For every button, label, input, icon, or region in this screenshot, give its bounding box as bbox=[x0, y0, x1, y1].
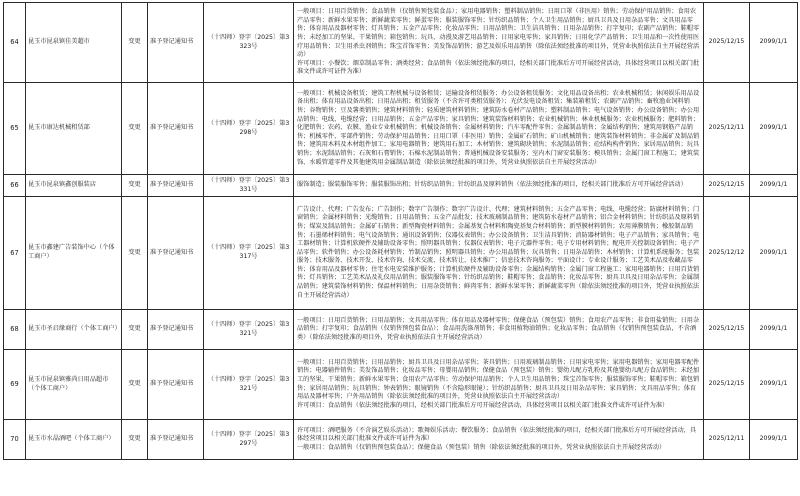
business-scope: 许可项目：酒吧服务（不含演艺娱乐活动）；歌舞娱乐活动；餐饮服务；食品销售（依法须经批准的项目，经相关部门批准后方可开展经营活动，具体经营项目以相关部门批准文件或许可证件为准） 一般项目：食品销售（仅销售预包装食品）；保健食品（预包装）销售（除依法须经批准的项目外，凭营业执照依法自主开展经营活动） bbox=[294, 420, 704, 460]
change-type: 变更 bbox=[122, 175, 148, 197]
row-number: 66 bbox=[4, 175, 26, 197]
change-type: 变更 bbox=[122, 197, 148, 310]
document-number: （十四师）登字〔2025〕第3297号 bbox=[204, 420, 294, 460]
row-number: 68 bbox=[4, 310, 26, 350]
business-scope: 一般项目：机械设备租赁；建筑工程机械与设备租赁；运输设备租赁服务；办公设备租赁服务；文化用品设备出租；农业机械租赁；休闲娱乐用品设备出租；体育用品设备出租；日用品出租；租赁服务（不含许可类租赁服务）；光伏发电设备租赁；集装箱租赁；农副产品销售；畜牧渔业饲料销售；谷物销售；豆及薯类销售；建筑材料销售；轻质建筑材料销售；建筑防水卷材产品销售；塑料制品销售；电气设备销售；办公设备销售；办公用品销售；电线、电缆经营；日用品销售；五金产品零售；家具销售；建筑装饰材料销售；农业机械销售；林业机械服务；农业机械服务；肥料销售；化肥销售；农药、农膜、渔业专业机械销售；机械设备销售；金属材料销售；汽车零配件零售；金属制品销售；金属结构销售；建筑用钢筋产品销售；机械零件、零部件销售；劳动保护用品销售；日用口罩（非医用）销售；金属矿石销售；矿山机械销售；建筑装饰材料销售；非金属矿及制品销售；建筑用木料及木材组件加工；家用电器销售；建筑用石加工；木材销售；建筑砌块销售；水泥制品销售；砼结构构件销售；家居用品销售；玩具销售；水泥制品销售；石灰和石膏销售；石棉水泥制品销售；普通机械设备安装服务；室内木门窗安装服务；模具销售；金属门窗工程施工；建筑装饰、水暖管道零件及其他建筑用金属制品制造（除依法须经批准的项目外，凭营业执照依法自主开展经营活动） bbox=[294, 83, 704, 175]
end-date: 2099/1/1 bbox=[750, 197, 798, 310]
document-number: （十四师）登字〔2025〕第3331号 bbox=[204, 175, 294, 197]
change-type: 变更 bbox=[122, 420, 148, 460]
row-number: 64 bbox=[4, 3, 26, 83]
row-number: 69 bbox=[4, 350, 26, 420]
decision-type: 准予登记通知书 bbox=[148, 83, 204, 175]
row-number: 67 bbox=[4, 197, 26, 310]
table-row bbox=[4, 197, 798, 310]
end-date: 2099/1/1 bbox=[750, 420, 798, 460]
decision-type: 准予登记通知书 bbox=[148, 175, 204, 197]
table-row bbox=[4, 3, 798, 83]
start-date: 2025/12/15 bbox=[704, 175, 750, 197]
end-date: 2099/1/1 bbox=[750, 3, 798, 83]
end-date: 2099/1/1 bbox=[750, 175, 798, 197]
table-row bbox=[4, 420, 798, 460]
decision-type: 准予登记通知书 bbox=[148, 197, 204, 310]
table-row bbox=[4, 175, 798, 197]
document-number: （十四师）登字〔2025〕第3298号 bbox=[204, 83, 294, 175]
row-number: 65 bbox=[4, 83, 26, 175]
decision-type: 准予登记通知书 bbox=[148, 310, 204, 350]
table-row bbox=[4, 83, 798, 175]
start-date: 2025/12/11 bbox=[704, 83, 750, 175]
entity-name: 昆玉市昆泉镇佳美超市 bbox=[26, 3, 122, 83]
entity-name: 昆玉市昆泉镇鑫创服装店 bbox=[26, 175, 122, 197]
entity-name: 昆玉市水晶酒吧（个体工商户） bbox=[26, 420, 122, 460]
start-date: 2025/12/15 bbox=[704, 350, 750, 420]
start-date: 2025/12/12 bbox=[704, 197, 750, 310]
start-date: 2025/12/15 bbox=[704, 310, 750, 350]
document-number: （十四师）登字〔2025〕第3317号 bbox=[204, 197, 294, 310]
business-scope: 一般项目：日用百货销售；日用品销售；文具用品零售；体育用品及器材零售；保健食品（预包装）销售；食用农产品零售；非食用盐销售；日用杂品销售；打字复印；食品销售（仅销售预包装食品）；食品用洗涤剂销售；非食用植物油销售；化妆品零售；食品销售（仅销售预包装食品，不含酒类）（除依法须经批准的项目外，凭营业执照依法自主开展经营活动） bbox=[294, 310, 704, 350]
business-scope: 广告设计、代理；广告发布；广告制作；数字广告制作；数字广告设计、代理；建筑材料销售；五金产品零售；电线、电缆经营；防腐材料销售；门窗销售；金属材料销售；光缆销售；日用品销售；五金产品批发；技术玻璃制品销售；建筑防水卷材产品销售；铝合金材料销售；针纺织品及原料销售；煤炭及制品销售；金属矿石销售；新型陶瓷材料销售；金属基复合材料和陶瓷基复合材料销售；新型膜材料销售；农用薄膜销售；橡胶制品销售；石墨烯材料销售；电气设备销售；通讯设备销售；仪器仪表销售；办公设备销售；卫生洁具销售；消防器材销售；电子产品销售；家具销售；电工器材销售；计算机软硬件及辅助设备零售；照明器具销售；仪器仪表销售；电子元器件零售；电子专用材料销售；配电开关控制设备销售；电子产品零售；软件销售；办公设备耗材销售；竹制品销售；照明器具销售；办公用品销售；玩具销售；日用杂品销售；木材销售；计算机系统服务；包装服务；技术服务、技术开发、技术咨询、技术交流、技术转让、技术推广；信息技术咨询服务；平面设计；专业设计服务；工艺美术品及收藏品零售；体育用品及器材零售；住宅水电安装维护服务；计算机软硬件及辅助设备零售；金属结构销售；金属门窗工程施工；家用电器销售；日用百货销售；灯具销售；工艺美术品及礼仪用品销售；服装服饰零售；针纺织品销售；鞋帽零售；食品销售；化妆品零售；厨具卫具及日用杂品零售；金属制品销售；建筑装饰材料销售；保温材料销售；日用杂货销售；鲜肉零售；新鲜水果零售；新鲜蔬菜零售（除依法须经批准的项目外，凭营业执照依法自主开展经营活动） bbox=[294, 197, 704, 310]
change-type: 变更 bbox=[122, 3, 148, 83]
business-scope: 一般项目：日用百货销售；食品销售（仅销售预包装食品）；家用电器销售；塑料制品销售；日用口罩（非医用）销售；劳动保护用品销售；食用农产品零售；新鲜水果零售；新鲜蔬菜零售；鲜蛋零售；服装服饰零售；针纺织品销售；个人卫生用品销售；厨具卫具及日用杂品零售；文具用品零售；体育用品及器材零售；灯具销售；五金产品零售；化妆品零售；日用品销售；卫生洁具销售；日用杂品销售；打字复印；农副产品销售；鞋帽零售；未经加工的坚果、干果销售；箱包销售；玩具、动漫及游艺用品销售；日用家电零售；家具销售；日用化学产品销售；卫生用品和一次性使用医疗用品销售；卫生用杀虫剂销售；珠宝首饰零售；美发饰品销售；游艺及娱乐用品销售（除依法须经批准的项目外，凭营业执照依法自主开展经营活动） 许可项目：小餐饮；烟草制品零售；酒类经营；食品销售（依法须经批准的项目，经相关部门批准后方可开展经营活动，具体经营项目以相关部门批准文件或许可证件为准） bbox=[294, 3, 704, 83]
document-number: （十四师）登字〔2025〕第3323号 bbox=[204, 3, 294, 83]
entity-name: 昆玉市鑫建广告装饰中心（个体工商户） bbox=[26, 197, 122, 310]
end-date: 2099/1/1 bbox=[750, 310, 798, 350]
entity-name: 昆玉市圣启缘商行（个体工商户） bbox=[26, 310, 122, 350]
business-scope: 一般项目：日用百货销售；日用品销售；厨具卫具及日用杂品零售；茶具销售；日用玻璃制品销售；日用家电零售；家用电器销售；家用电器零配件销售；电器辅件销售；美发饰品销售；化妆品零售；母婴用品销售；保健食品（预包装）销售；婴幼儿配方乳粉及其他婴幼儿配方食品销售；未经加工的坚果、干果销售；新鲜水果零售；食用农产品零售；劳动保护用品销售；个人卫生用品销售；珠宝首饰零售；服装服饰零售；鞋帽零售；箱包销售；家居用品销售；玩具销售；钟表销售；眼镜销售（不含隐形眼镜）；针纺织品销售；厨具卫具及日用杂品零售；家具销售；文具用品零售；体育用品及器材零售；户外用品销售（除依法须经批准的项目外，凭营业执照依法自主开展经营活动） 许可项目：食品销售（依法须经批准的项目，经相关部门批准后方可开展经营活动，具体经营项目以相关部门批准文件或许可证件为准） bbox=[294, 350, 704, 420]
business-scope: 服饰制造；服装服饰零售；服装服饰出租；针纺织品销售；针纺织品及原料销售（依法须经批准的项目，经相关部门批准后方可开展经营活动） bbox=[294, 175, 704, 197]
start-date: 2025/12/15 bbox=[704, 3, 750, 83]
start-date: 2025/12/11 bbox=[704, 420, 750, 460]
end-date: 2099/1/1 bbox=[750, 350, 798, 420]
table-body bbox=[4, 3, 798, 460]
change-type: 变更 bbox=[122, 350, 148, 420]
table-row bbox=[4, 310, 798, 350]
decision-type: 准予登记通知书 bbox=[148, 3, 204, 83]
decision-type: 准予登记通知书 bbox=[148, 350, 204, 420]
document-number: （十四师）登字〔2025〕第3321号 bbox=[204, 350, 294, 420]
end-date: 2099/1/1 bbox=[750, 83, 798, 175]
entity-name: 昆玉市昆泉镇雅尚日用品超市（个体工商户） bbox=[26, 350, 122, 420]
decision-type: 准予登记通知书 bbox=[148, 420, 204, 460]
change-type: 变更 bbox=[122, 83, 148, 175]
document-number: （十四师）登字〔2025〕第3321号 bbox=[204, 310, 294, 350]
entity-name: 昆玉市康达机械租赁部 bbox=[26, 83, 122, 175]
change-type: 变更 bbox=[122, 310, 148, 350]
registration-table bbox=[3, 2, 798, 460]
row-number: 70 bbox=[4, 420, 26, 460]
table-row bbox=[4, 350, 798, 420]
